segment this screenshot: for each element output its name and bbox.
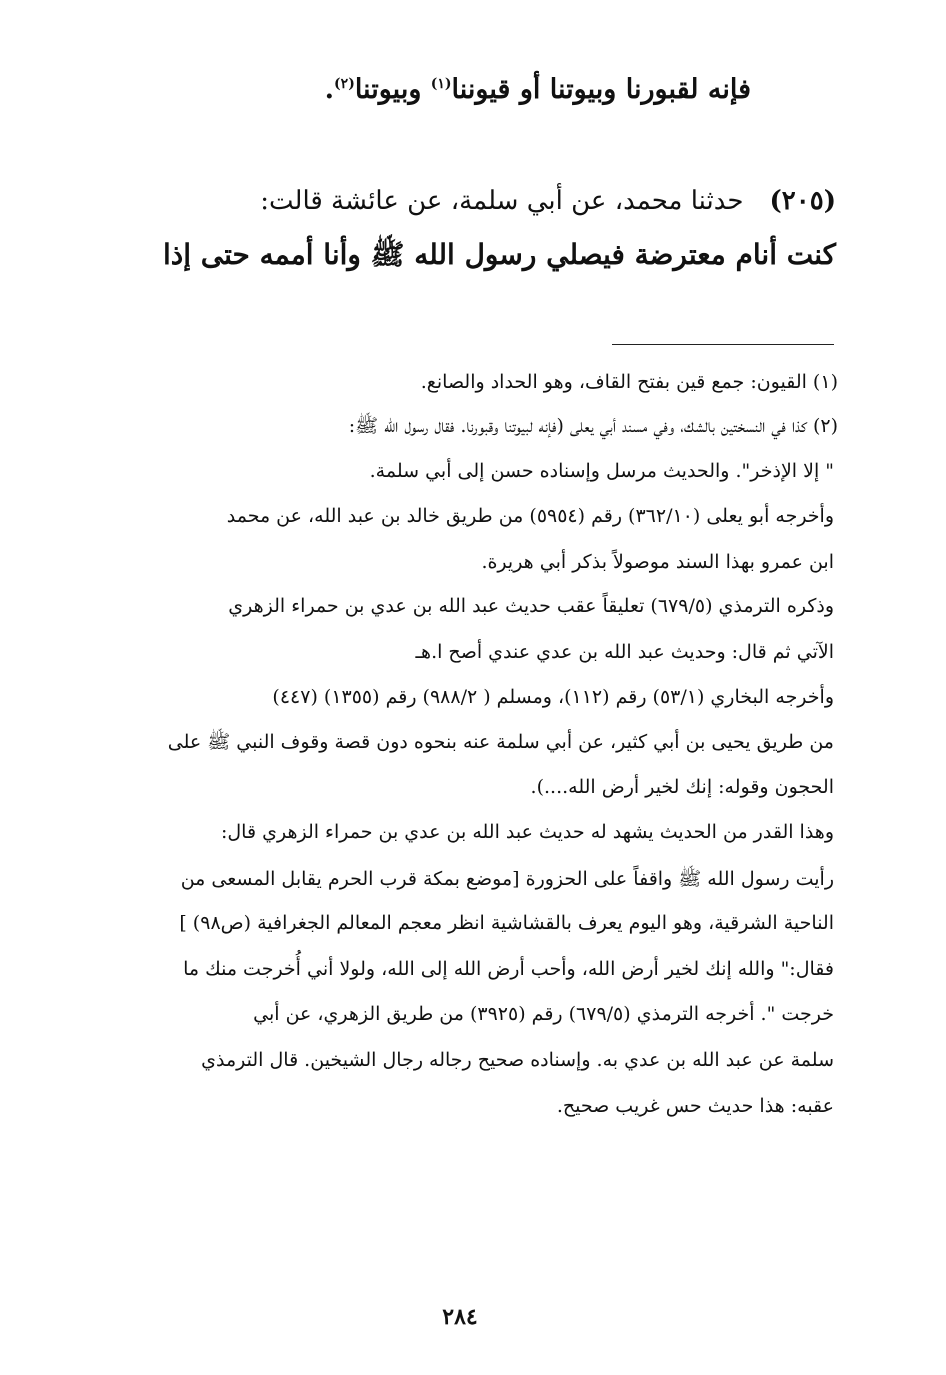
footnote-line: وأخرجه البخاري (٥٣/١) رقم (١١٢)، ومسلم ( ٩٨٨/٢) رقم (١٣٥٥) (٤٤٧): [272, 686, 834, 708]
footnote-line: وهذا القدر من الحديث يشهد له حديث عبد الله بن عدي بن حمراء الزهري قال:: [220, 821, 834, 843]
hadith-isnad: حدثنا محمد، عن أبي سلمة، عن عائشة قالت:: [260, 186, 744, 216]
footnote-line: الحجون وقوله: إنك لخير أرض الله....).: [530, 776, 834, 798]
footnote-ref-1: (١): [430, 76, 452, 92]
page-number: ٢٨٤: [442, 1304, 478, 1330]
footnote-line: (٢) كذا في النسختين بالشك، وفي مسند أبي يعلى (فإنه لبيوتنا وقبورنا. فقال رسول الله ﷺ:: [348, 415, 838, 437]
continuation-text: فإنه لقبورنا وبيوتنا أو قيوننا: [451, 74, 751, 105]
footnote-line: عقبه: هذا حديث حس غريب صحيح.: [556, 1095, 834, 1117]
hadith-continuation-line: [151, 74, 751, 105]
hadith-matn-line: كنت أنام معترضة فيصلي رسول الله ﷺ وأنا أممه حتى إذا: [162, 238, 836, 271]
footnote-line: خرجت ". أخرجه الترمذي (٦٧٩/٥) رقم (٣٩٢٥) من طريق الزهري، عن أبي: [253, 1003, 834, 1025]
footnote-line: الناحية الشرقية، وهو اليوم يعرف بالقشاشية انظر معجم المعالم الجغرافية (ص٩٨) ]: [179, 912, 834, 934]
footnote-line: رأيت رسول الله ﷺ واقفاً على الحزورة [موضع بمكة قرب الحرم يقابل المسعى من: [180, 868, 834, 890]
footnote-line: ابن عمرو بهذا السند موصولاً بذكر أبي هريرة.: [481, 551, 834, 573]
footnote-ref-2: (٢): [334, 76, 355, 92]
footnote-line: من طريق يحيى بن أبي كثير، عن أبي سلمة عنه بنحوه دون قصة وقوف النبي ﷺ على: [167, 731, 834, 753]
footnote-line: فقال:" والله إنك لخير أرض الله، وأحب أرض الله إلى الله، ولولا أني أُخرجت منك ما: [183, 958, 834, 980]
footnote-line: (١) القيون: جمع قين بفتح القاف، وهو الحداد والصانع.: [420, 371, 838, 393]
footnote-line: الآتي ثم قال: وحديث عبد الله بن عدي عندي أصح ا.هـ: [415, 641, 834, 663]
footnote-separator: [612, 344, 834, 345]
footnote-line: " إلا الإذخر". والحديث مرسل وإسناده حسن إلى أبي سلمة.: [369, 460, 834, 482]
footnote-line: وأخرجه أبو يعلى (٣٦٢/١٠) رقم (٥٩٥٤) من طريق خالد بن عبد الله، عن محمد: [226, 505, 834, 527]
continuation-text-mid: وبيوتنا: [354, 74, 431, 105]
footnote-line: سلمة عن عبد الله بن عدي به. وإسناده صحيح رجاله رجال الشيخين. قال الترمذي: [201, 1049, 834, 1071]
hadith-number: (٢٠٥): [769, 186, 836, 216]
footnote-line: وذكره الترمذي (٦٧٩/٥) تعليقاً عقب حديث عبد الله بن عدي بن حمراء الزهري: [228, 595, 834, 617]
continuation-end: .: [324, 74, 335, 105]
hadith-isnad-line: [96, 186, 836, 216]
